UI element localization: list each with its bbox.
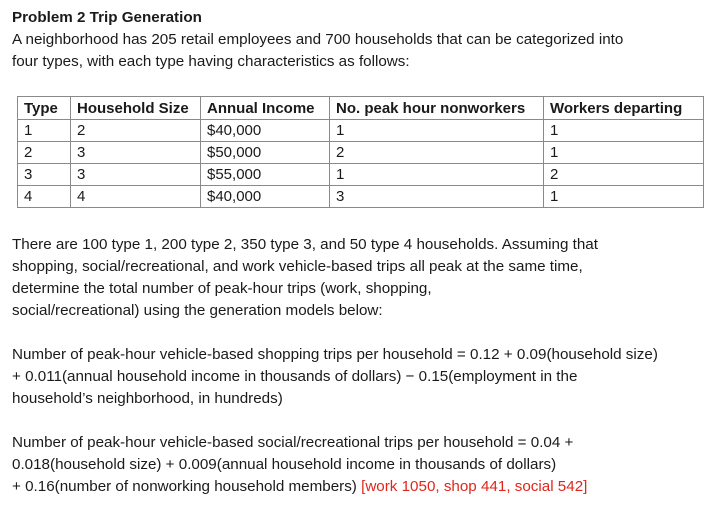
question-line-4: social/recreational) using the generation models below: <box>12 302 383 319</box>
table-row <box>18 164 704 186</box>
question-line-3: determine the total number of peak-hour trips (work, shopping, <box>12 280 432 297</box>
cell-type: 1 <box>18 120 71 142</box>
table-row <box>18 186 704 208</box>
header-workers-departing: Workers departing <box>544 97 704 120</box>
header-annual-income: Annual Income <box>201 97 330 120</box>
social-model-formula-end: + 0.16(number of nonworking household members) <box>12 478 362 495</box>
social-model-line-3 <box>12 476 712 498</box>
cell-annual-income: $55,000 <box>201 164 330 186</box>
cell-nonworkers: 1 <box>330 120 544 142</box>
cell-annual-income: $50,000 <box>201 142 330 164</box>
table-header-row <box>18 97 704 120</box>
document <box>12 7 712 498</box>
shopping-model-line-3: household’s neighborhood, in hundreds) <box>12 390 283 407</box>
cell-workers-departing: 1 <box>544 120 704 142</box>
cell-household-size: 3 <box>71 142 201 164</box>
answer-text: [work 1050, shop 441, social 542] <box>361 478 588 495</box>
table-row <box>18 120 704 142</box>
shopping-model-line-2: + 0.011(annual household income in thousands of dollars) − 0.15(employment in the <box>12 368 578 385</box>
header-type: Type <box>18 97 71 120</box>
social-model-line-2: 0.018(household size) + 0.009(annual household income in thousands of dollars) <box>12 456 557 473</box>
household-types-table <box>17 96 704 208</box>
header-household-size: Household Size <box>71 97 201 120</box>
question-line-2: shopping, social/recreational, and work vehicle-based trips all peak at the same time, <box>12 258 583 275</box>
shopping-model-line-1: Number of peak-hour vehicle-based shopping trips per household = 0.12 + 0.09(household size) <box>12 346 658 363</box>
cell-nonworkers: 3 <box>330 186 544 208</box>
problem-title: Problem 2 Trip Generation <box>12 9 202 26</box>
header-nonworkers: No. peak hour nonworkers <box>330 97 544 120</box>
cell-annual-income: $40,000 <box>201 186 330 208</box>
cell-type: 4 <box>18 186 71 208</box>
cell-household-size: 2 <box>71 120 201 142</box>
intro-line-2: four types, with each type having characteristics as follows: <box>12 53 410 70</box>
cell-type: 2 <box>18 142 71 164</box>
social-model-line-1: Number of peak-hour vehicle-based social/recreational trips per household = 0.04 + <box>12 434 574 451</box>
cell-household-size: 4 <box>71 186 201 208</box>
cell-workers-departing: 1 <box>544 142 704 164</box>
table-row <box>18 142 704 164</box>
cell-household-size: 3 <box>71 164 201 186</box>
cell-type: 3 <box>18 164 71 186</box>
cell-nonworkers: 2 <box>330 142 544 164</box>
cell-nonworkers: 1 <box>330 164 544 186</box>
question-line-1: There are 100 type 1, 200 type 2, 350 type 3, and 50 type 4 households. Assuming that <box>12 236 598 253</box>
cell-annual-income: $40,000 <box>201 120 330 142</box>
intro-line-1: A neighborhood has 205 retail employees and 700 households that can be categorized into <box>12 31 624 48</box>
cell-workers-departing: 1 <box>544 186 704 208</box>
cell-workers-departing: 2 <box>544 164 704 186</box>
